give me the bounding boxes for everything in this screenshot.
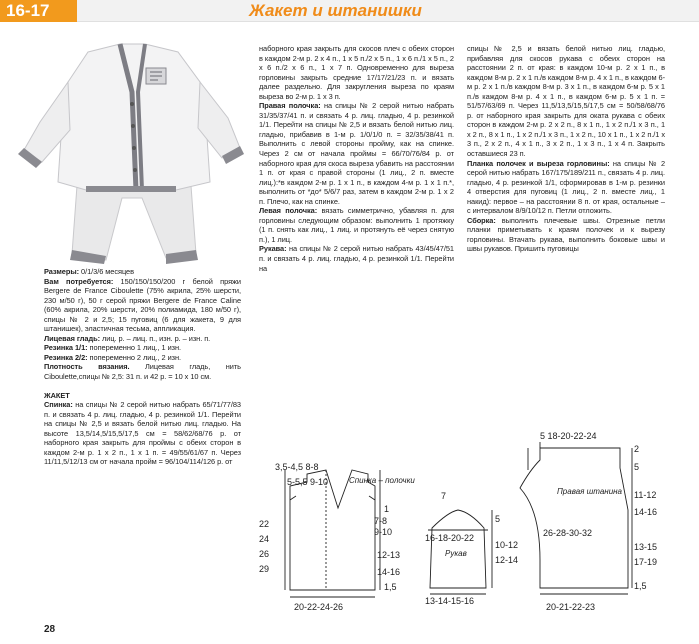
sleeves-text: на спицы № 2 серой нитью набрать 43/45/47/51 п. и связать 4 р. лиц. гладью, 4 р. резинкой 1/1. Перейти на [259, 244, 454, 273]
rib22-text: попеременно 2 лиц., 2 изн. [87, 352, 182, 362]
sleeve-right-1: 5 [495, 514, 501, 524]
materials-label: Вам потребуется: [44, 276, 114, 286]
sizes-text: 0/1/3/6 месяцев [79, 267, 134, 276]
back-right-5: 14-16 [377, 567, 401, 577]
rib11-label: Резинка 1/1: [44, 343, 88, 353]
trousers-right-5: 13-15 [634, 542, 658, 552]
trousers-label: Правая штанина [557, 487, 623, 496]
back-right-4: 12-13 [377, 550, 401, 560]
sleeve-top: 7 [441, 491, 447, 501]
back-height-1: 22 [259, 519, 270, 529]
trousers-right-3: 11-12 [634, 490, 657, 500]
back-height-2: 24 [259, 534, 270, 544]
assembly-text: выполнить плечевые швы. Отрезные петли планки приметывать к краям полочек и к вырезу горловины. Втачать рукава, выполнить боковые швы и швы рукавов. Пришить пуговицы [467, 215, 665, 254]
text-column-1 [44, 267, 241, 467]
garment-photo [0, 22, 248, 268]
sleeve-label: Рукав [445, 549, 467, 558]
materials-text: 150/150/150/200 г белой пряжи Bergere de France Ciboulette (75% акрила, 25% шерсти, 230 м/50 г), 50 г серой пряжи Bergere de France Caline (60% акрила, 20% шерсти, 20% полиамида, 180 м/50 г), спицы № 2 и 2,5; 15 пуговиц (6 для жакета, 9 для штанишек), эластичная тесьма, аппликация. [44, 276, 241, 334]
col2-intro: наборного края закрыть для скосов плеч с обеих сторон в каждом 2-м р. 2 х 4 п., 1 х 5 п./2 х 5 п., 1 х 6 п./1 х 5 п., 2 х 6 п./2 х 6 п., 1 х 7 п. Одновременно для выреза горловины закрыть средние 17/17/21/23 п. и вязать далее раздельно. Для закругления выреза по краям выреза во 2-м р. 1 х 3 п. [259, 44, 454, 101]
page-title: Жакет и штанишки [249, 1, 422, 20]
trousers-right-7: 1,5 [634, 581, 647, 591]
stockinette-label: Лицевая гладь: [44, 333, 100, 343]
trousers-bottom: 20-21-22-23 [546, 602, 596, 612]
sleeves-label: Рукава: [259, 244, 287, 254]
back-right-6: 1,5 [384, 582, 397, 592]
page-number: 28 [44, 624, 56, 635]
trousers-top: 5 18-20-22-24 [540, 431, 597, 441]
trousers-schematic [520, 442, 632, 594]
sleeve-inner: 16-18-20-22 [425, 533, 475, 543]
gauge-label: Плотность вязания. [44, 362, 130, 372]
rib11-text: попеременно 1 лиц., 1 изн. [87, 343, 182, 353]
trousers-right-6: 17-19 [634, 557, 658, 567]
text-column-3 [467, 44, 665, 254]
right-front-label: Правая полочка: [259, 101, 321, 111]
left-front-label: Левая полочка: [259, 206, 318, 216]
rib22-label: Резинка 2/2: [44, 352, 88, 362]
trousers-right-1: 2 [634, 444, 640, 454]
sizes-label: Размеры: [44, 267, 79, 276]
back-height-3: 26 [259, 549, 270, 559]
back-top-dims: 3,5-4,5 8-8 [275, 462, 319, 472]
placket-label: Планка полочек и выреза горловины: [467, 158, 610, 168]
text-column-2 [259, 44, 454, 273]
col3-intro: спицы № 2,5 и вязать белой нитью лиц. гладью, прибавляя для скосов рукава с обеих сторон на расстоянии 2 п. от края: в каждом 10-м р. 2 х 1 п., в каждом 8-м р. 2 х 1 п./в каждом 8-м р. 4 х 1 п., в каждом 6-м р. 2 х 1 п./в каждом 8-м р. 3 х 1 п., в каждом 6-м р. 5 х 1 п./в каждом 8-м р. 4 х 1 п., в каждом 6-м р. 5 х 1 п. = 51/57/63/69 п. Через 11,5/13,5/15,5/17,5 см = 50/58/68/76 р. от наборного края закрыть для оката рукава с обеих сторон в каждом 2-м р. 2 х 2 п., 8 х 1 п., 1 х 2 п./1 х 3 п., 1 х 2 п., 8 х 1 п., 1 х 2 п./1 х 3 п., 1 х 2 п., 10 х 1 п., 1 х 2 п./1 х 3 п., 2 х 2 п., 4 х 1 п., 3 х 2 п., 1 х 3 п., 1 х 4 п. Закрыть оставшиеся 23 п. [467, 44, 665, 159]
sleeve-bottom: 13-14-15-16 [425, 596, 475, 606]
back-height-4: 29 [259, 564, 270, 574]
back-right-1: 1 [384, 504, 390, 514]
trousers-right-2: 5 [634, 462, 640, 472]
page-range-badge: 16-17 [0, 0, 77, 22]
sleeve-schematic [428, 510, 492, 594]
back-right-3: 9-10 [374, 527, 393, 537]
stockinette-text: лиц. р. – лиц. п., изн. р. – изн. п. [100, 333, 211, 343]
right-front-text: на спицы № 2 серой нитью набрать 31/35/37/41 п. и связать 4 р. лиц. гладью, 4 р. резинкой 1/1. Перейти на спицы № 2,5 и вязать белой нитью лиц. гладью, прибавив в 1-м р. 1/0/1/0 п. = 32/35/38/41 п. Выполнить с левой стороны пройму, как на спинке. Через 2 см от начала проймы = 66/70/76/84 р. от наборного края для скоса выреза убавить на расстоянии 1 п. от края с правой стороны (1 лиц., 2 п. вместе лиц.):*в каждом 2-м р. 1 х 1 п., в каждом 4-м р. 1 х 1 п.*, выполнить от *до* 5/6/7 раз, затем в каждом 2-м р. 1 х 2 п. Плечо, как на спинке. [259, 101, 454, 206]
sleeve-right-2: 10-12 [495, 540, 519, 550]
trousers-inner: 26-28-30-32 [543, 528, 593, 538]
sleeve-right-3: 12-14 [495, 555, 519, 565]
back-bottom: 20-22-24-26 [294, 602, 344, 612]
trousers-right-4: 14-16 [634, 507, 658, 517]
back-right-2: 7-8 [374, 516, 388, 526]
gauge-text: Лицевая гладь, нить Ciboulette,спицы № 2,5: 31 п. и 42 р. = 10 х 10 см. [44, 362, 241, 382]
back-top-dims2: 5-5,5 9-10 [287, 477, 329, 487]
back-label: Спинка: [44, 400, 73, 410]
back-label: Спинка – полочки [349, 476, 415, 485]
placket-text: на спицы № 2 серой нитью набрать 167/175/189/211 п., связать 4 р. лиц. гладью, 4 р. резинкой 1/1, сформировав в 1-м р. резинки 4 отверстия для пуговиц (1 лиц., 2 п. вместе лиц., 1 накид): первое – на расстоянии 8 п. от края, остальные – с интервалом 8/9/10/12 п. Петли отложить. [467, 158, 666, 216]
back-text: на спицы № 2 серой нитью набрать 65/71/77/83 п. и связать 4 р. лиц. гладью, 4 р. резинкой 1/1. Перейти на спицы № 2,5 и вязать белой нитью лиц. гладью. На высоте 13,5/14,5/15,5/17,5 см = 58/62/68/76 р. от наборного края закрыть для проймы с обеих сторон в каждом 2-м р. 1 х 2 п., 1 х 1 п. = 49/55/61/67 п. Через 11/11,5/12/13 см от начала пройм = 96/104/114/126 р. от [44, 400, 241, 467]
back-front-schematic [285, 470, 380, 597]
left-front-text: вязать симметрично, убавляя п. для горловины следующим образом: выполнить 1 протяжку (1 п. снять как лиц., 1 лиц. и протянуть её через снятую п.), 1 лиц. [259, 206, 454, 244]
assembly-label: Сборка: [467, 215, 496, 225]
jacket-heading: ЖАКЕТ [44, 390, 70, 400]
